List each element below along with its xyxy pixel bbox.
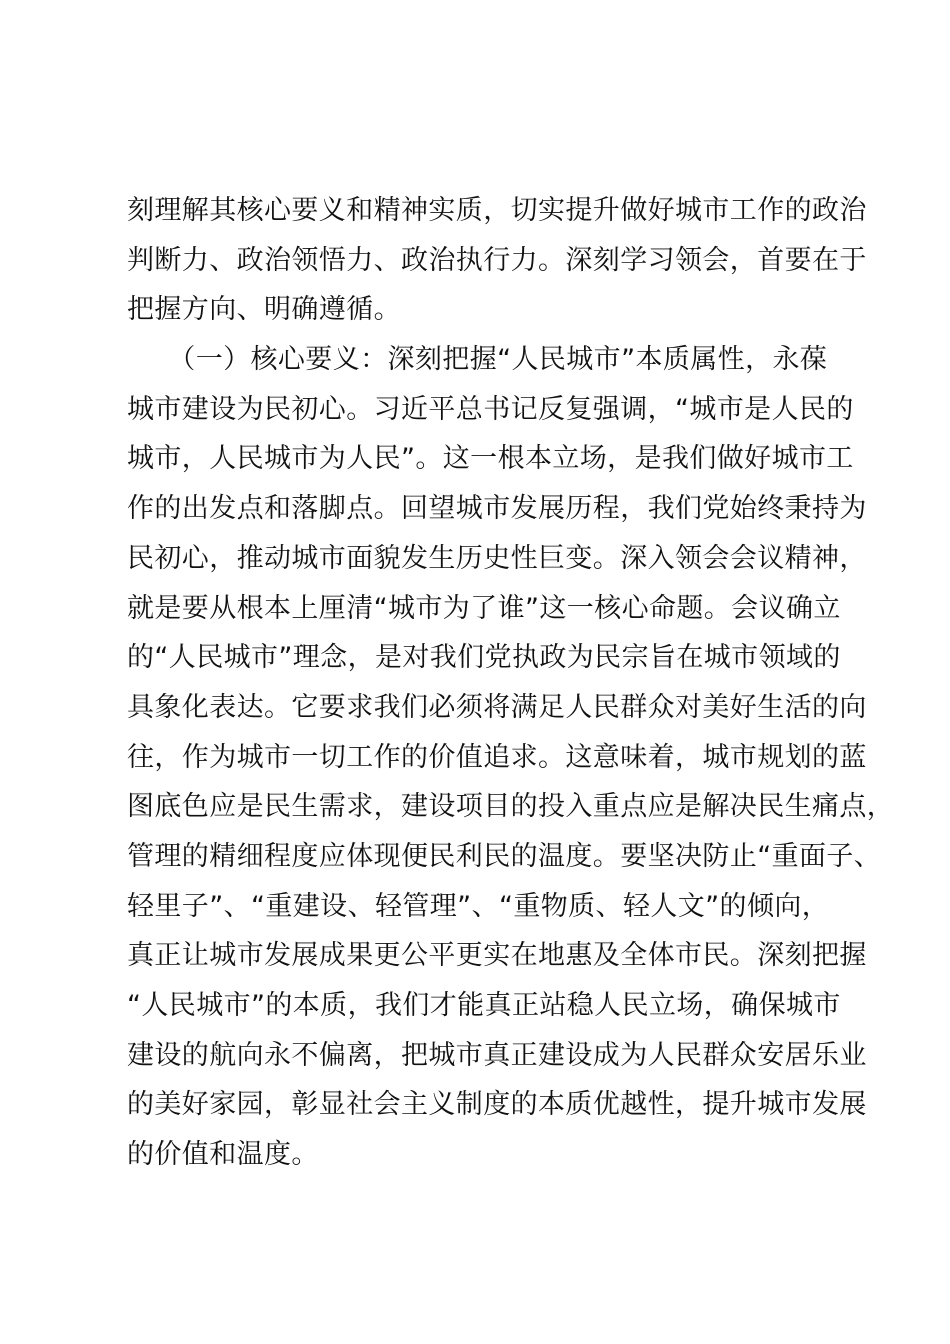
text-line: 就是要从根本上厘清“城市为了谁”这一核心命题。会议确立 bbox=[127, 592, 841, 624]
text-line: 的美好家园，彰显社会主义制度的本质优越性，提升城市发展 bbox=[127, 1089, 867, 1121]
text-line: 的价值和温度。 bbox=[127, 1139, 319, 1171]
text-line: 的“人民城市”理念，是对我们党执政为民宗旨在城市领域的 bbox=[127, 642, 841, 674]
text-line: 真正让城市发展成果更公平更实在地惠及全体市民。深刻把握 bbox=[127, 940, 867, 972]
text-line: “人民城市”的本质，我们才能真正站稳人民立场，确保城市 bbox=[127, 990, 841, 1021]
text-line: 判断力、政治领悟力、政治执行力。深刻学习领会，首要在于 bbox=[127, 244, 867, 276]
text-line: 城市建设为民初心。习近平总书记反复强调，“城市是人民的 bbox=[127, 393, 854, 425]
text-line: 管理的精细程度应体现便民利民的温度。要坚决防止“重面子、 bbox=[127, 840, 882, 872]
text-line: 作的出发点和落脚点。回望城市发展历程，我们党始终秉持为 bbox=[127, 493, 867, 525]
text-line: 建设的航向永不偏离，把城市真正建设成为人民群众安居乐业 bbox=[127, 1039, 867, 1071]
text-line: 图底色应是民生需求，建设项目的投入重点应是解决民生痛点， bbox=[127, 791, 895, 823]
text-line: 城市，人民城市为人民”。这一根本立场，是我们做好城市工 bbox=[127, 443, 854, 475]
body-text bbox=[127, 186, 895, 1180]
section-heading-line: （一）核心要义：深刻把握“人民城市”本质属性，永葆 bbox=[127, 344, 828, 376]
text-line: 具象化表达。它要求我们必须将满足人民群众对美好生活的向 bbox=[127, 691, 867, 723]
text-line: 把握方向、明确遵循。 bbox=[127, 294, 401, 326]
text-line: 民初心，推动城市面貌发生历史性巨变。深入领会会议精神， bbox=[127, 542, 867, 574]
text-line: 轻里子”、“重建设、轻管理”、“重物质、轻人文”的倾向， bbox=[127, 890, 830, 922]
text-line: 刻理解其核心要义和精神实质，切实提升做好城市工作的政治 bbox=[127, 195, 867, 226]
text-line: 往，作为城市一切工作的价值追求。这意味着，城市规划的蓝 bbox=[127, 741, 867, 773]
